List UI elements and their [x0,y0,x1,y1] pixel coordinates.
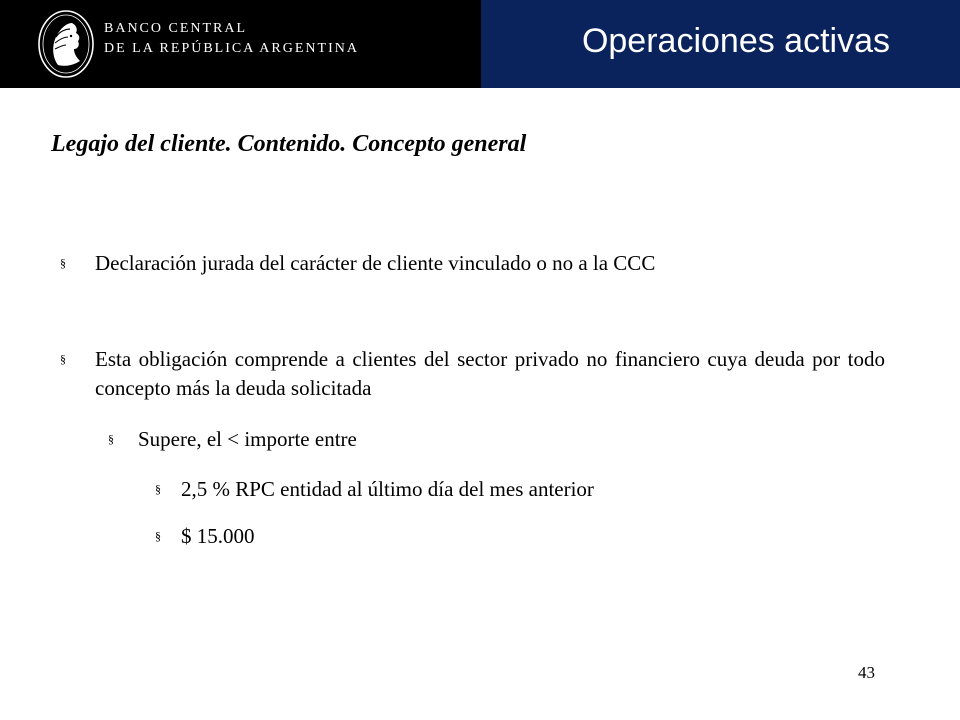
section-title: Operaciones activas [581,22,890,60]
sub-sub-bullet-marker: § [155,482,161,496]
bank-name-line1: BANCO CENTRAL [104,21,248,36]
bullet-marker: § [60,256,66,270]
page-number: 43 [858,663,875,682]
bank-name-line2: DE LA REPÚBLICA ARGENTINA [104,41,359,56]
sub-sub-bullet-item: $ 15.000 [181,524,255,548]
sub-bullet-item: Supere, el < importe entre [138,427,357,451]
bullet-marker: § [60,352,66,366]
bullet-item: Declaración jurada del carácter de cliente vinculado o no a la CCC [95,251,656,275]
sub-sub-bullet-item: 2,5 % RPC entidad al último día del mes anterior [181,477,594,501]
sub-bullet-marker: § [108,432,114,446]
bullet-item: Esta obligación comprende a clientes del sector privado no financiero cuya deuda por todo concepto más la deuda solicitada [95,347,885,400]
header-left-band [0,0,481,88]
slide-header [0,0,960,88]
sub-sub-bullet-marker: § [155,529,161,543]
bcra-seal-icon [36,7,96,81]
slide-title: Legajo del cliente. Contenido. Concepto general [51,131,527,157]
